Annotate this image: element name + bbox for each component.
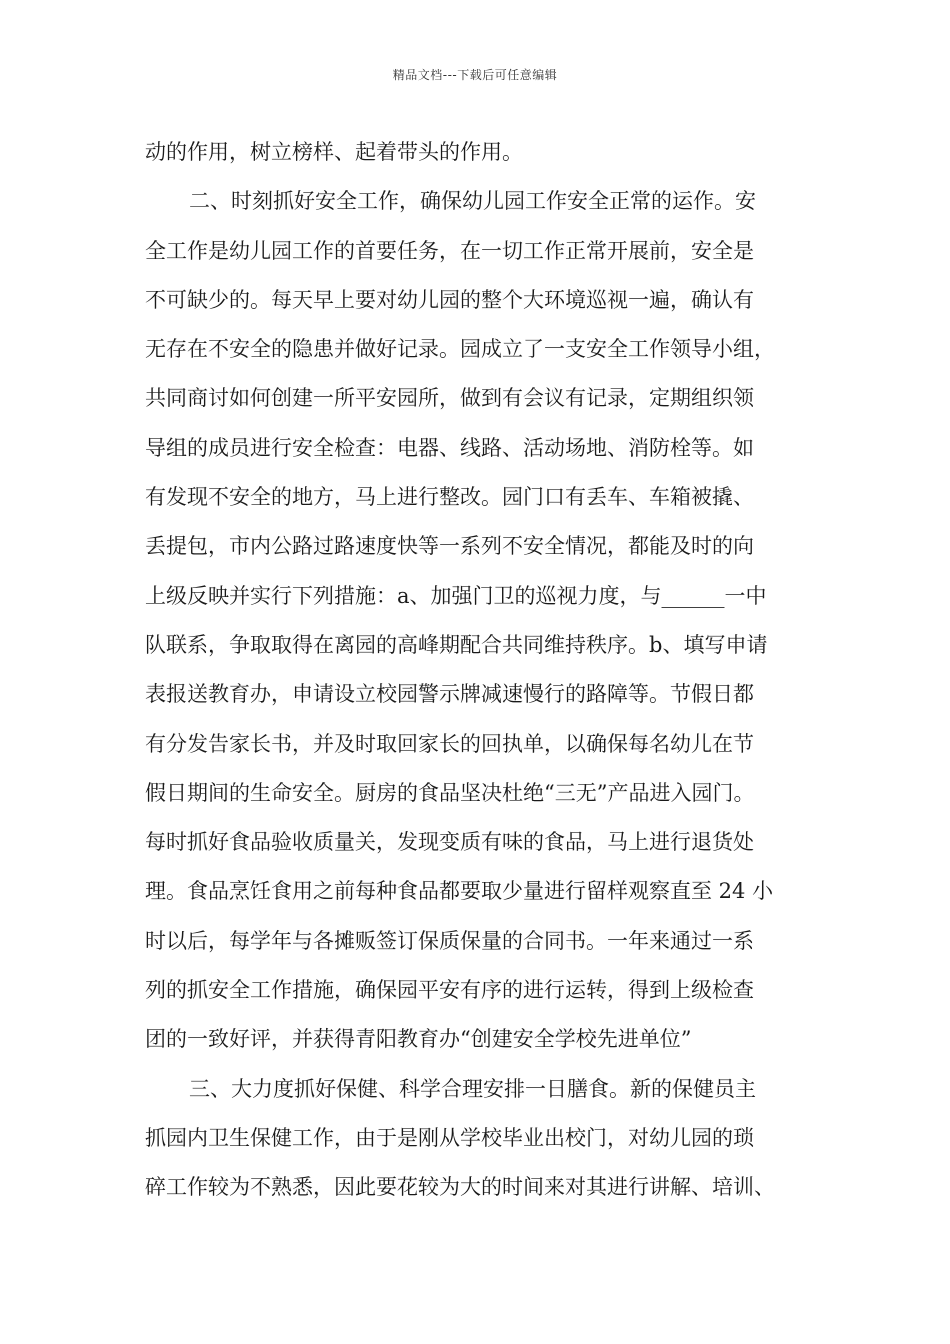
text-line: 团的一致好评，并获得青阳教育办“创建安全学校先进单位” <box>145 1027 692 1052</box>
text-line: 列的抓安全工作措施，确保园平安有序的进行运转，得到上级检查 <box>145 978 754 1003</box>
text-line: 有发现不安全的地方，马上进行整改。园门口有丢车、车箱被撬、 <box>145 485 754 510</box>
text-line: 上级反映并实行下列措施：a、加强门卫的巡视力度，与______一中 <box>145 583 767 608</box>
paragraph-start-line: 三、大力度抓好保健、科学合理安排一日膳食。新的保健员主 <box>189 1076 756 1101</box>
text-line: 导组的成员进行安全检查：电器、线路、活动场地、消防栓等。如 <box>145 435 754 460</box>
page-header: 精品文档---下载后可任意编辑 <box>392 68 558 82</box>
text-line: 假日期间的生命安全。厨房的食品坚决杜绝“三无”产品进入园门。 <box>145 780 755 805</box>
text-line: 动的作用，树立榜样、起着带头的作用。 <box>145 140 523 164</box>
text-line: 每时抓好食品验收质量关，发现变质有味的食品，马上进行退货处 <box>145 830 754 855</box>
body-text <box>145 128 835 1213</box>
text-line: 全工作是幼儿园工作的首要任务，在一切工作正常开展前，安全是 <box>145 238 754 263</box>
text-line: 队联系，争取取得在离园的高峰期配合共同维持秩序。b、填写申请 <box>145 632 768 657</box>
text-line: 不可缺少的。每天早上要对幼儿园的整个大环境巡视一遍，确认有 <box>145 287 754 312</box>
text-line: 丢提包，市内公路过路速度快等一系列不安全情况，都能及时的向 <box>145 534 754 559</box>
text-line: 表报送教育办，申请设立校园警示牌减速慢行的路障等。节假日都 <box>145 682 754 707</box>
text-line: 理。食品烹饪食用之前每种食品都要取少量进行留样观察直至 24 小 <box>145 879 774 904</box>
text-line: 碎工作较为不熟悉，因此要花较为大的时间来对其进行讲解、培训、 <box>145 1175 775 1200</box>
text-line: 无存在不安全的隐患并做好记录。园成立了一支安全工作领导小组， <box>145 337 775 362</box>
paragraph-start-line: 二、时刻抓好安全工作，确保幼儿园工作安全正常的运作。安 <box>189 189 756 214</box>
text-line: 抓园内卫生保健工作，由于是刚从学校毕业出校门，对幼儿园的琐 <box>145 1125 754 1150</box>
text-line: 共同商讨如何创建一所平安园所，做到有会议有记录，定期组织领 <box>145 386 754 411</box>
text-line: 有分发告家长书，并及时取回家长的回执单，以确保每名幼儿在节 <box>145 731 754 756</box>
text-line: 时以后，每学年与各摊贩签订保质保量的合同书。一年来通过一系 <box>145 928 754 953</box>
